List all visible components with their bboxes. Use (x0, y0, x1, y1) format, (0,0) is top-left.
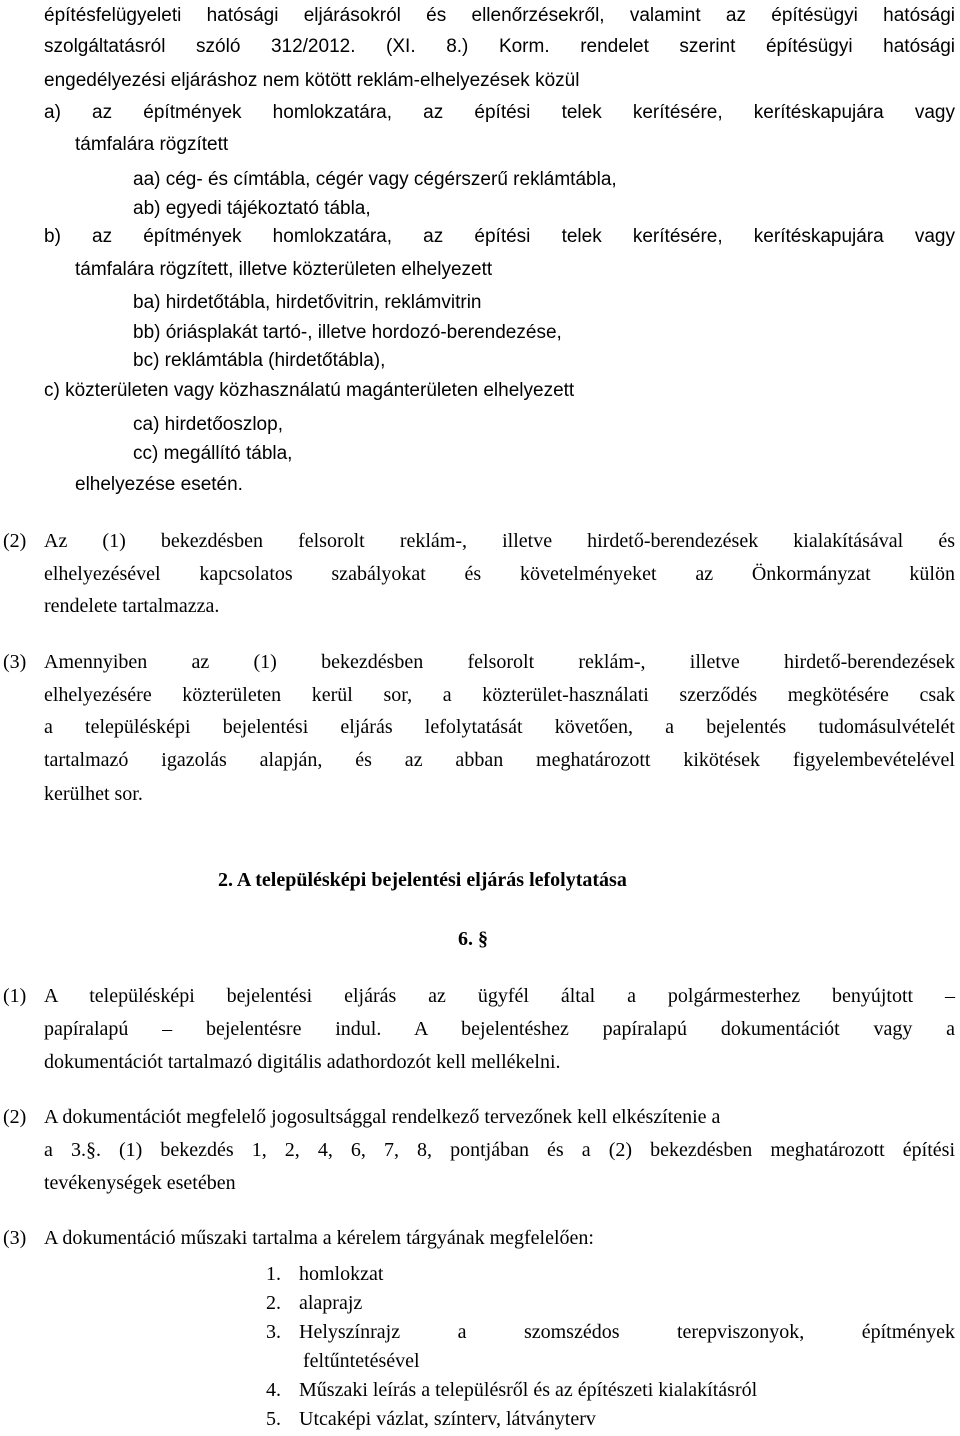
list-item-text: Műszaki leírás a településről és az építészeti kialakításról (299, 1379, 758, 1401)
list-item-text: homlokzat (299, 1263, 384, 1285)
list-number: 4. (266, 1379, 281, 1401)
s1-line-1: A településképi bejelentési eljárás az ügyfél által a polgármesterhez benyújtott – (44, 985, 955, 1007)
list-item-text: Utcaképi vázlat, színterv, látványterv (299, 1408, 596, 1430)
intro-line-2: szolgáltatásról szóló 312/2012. (XI. 8.) Korm. rendelet szerint építésügyi hatósági (44, 36, 955, 57)
item-b-line-1: b) az építmények homlokzatára, az építési telek kerítésére, kerítéskapujára vagy (44, 226, 955, 247)
s3-number: (3) (3, 1227, 27, 1249)
intro-line-3: engedélyezési eljáráshoz nem kötött reklám-elhelyezések közül (44, 70, 580, 91)
para3-line-3: a településképi bejelentési eljárás lefolytatását követően, a bejelentés tudomásulvételét (44, 716, 955, 738)
item-c-line-1: c) közterületen vagy közhasználatú magánterületen elhelyezett (44, 380, 575, 401)
item-ca: ca) hirdetőoszlop, (133, 414, 283, 435)
s3-line-1: A dokumentáció műszaki tartalma a kérelem tárgyának megfelelően: (44, 1227, 594, 1249)
list-item-text: Helyszínrajz a szomszédos terepviszonyok, építmények (299, 1321, 955, 1343)
intro-closing: elhelyezése esetén. (75, 474, 243, 495)
s2-line-3: tevékenységek esetében (44, 1172, 236, 1194)
s1-line-3: dokumentációt tartalmazó digitális adathordozót kell mellékelni. (44, 1051, 561, 1073)
s2-line-1: A dokumentációt megfelelő jogosultsággal rendelkező tervezőnek kell elkészítenie a (44, 1106, 721, 1128)
list-number: 5. (266, 1408, 281, 1430)
intro-line-1: építésfelügyeleti hatósági eljárásokról és ellenőrzésekről, valamint az építésügyi hatósági (44, 5, 955, 26)
para3-line-2: elhelyezésére közterületen kerül sor, a közterület-használati szerződés megkötésére csak (44, 684, 955, 706)
s1-number: (1) (3, 985, 27, 1007)
item-bc: bc) reklámtábla (hirdetőtábla), (133, 350, 386, 371)
item-bb: bb) óriásplakát tartó-, illetve hordozó-berendezése, (133, 322, 562, 343)
item-aa: aa) cég- és címtábla, cégér vagy cégérszerű reklámtábla, (133, 169, 617, 190)
item-ba: ba) hirdetőtábla, hirdetővitrin, reklámvitrin (133, 292, 482, 313)
item-b-line-2: támfalára rögzített, illetve közterületen elhelyezett (75, 259, 493, 280)
para2-line-1: Az (1) bekezdésben felsorolt reklám-, illetve hirdető-berendezések kialakításával és (44, 530, 955, 552)
item-a-line-2: támfalára rögzített (75, 134, 229, 155)
list-number: 3. (266, 1321, 281, 1343)
item-cc: cc) megállító tábla, (133, 443, 293, 464)
paragraph-mark: 6. § (458, 928, 488, 950)
para2-line-2: elhelyezésével kapcsolatos szabályokat és követelményeket az Önkormányzat külön (44, 563, 955, 585)
list-number: 2. (266, 1292, 281, 1314)
list-item-continuation: feltűntetésével (303, 1350, 420, 1372)
s2-number: (2) (3, 1106, 27, 1128)
section-heading: 2. A településképi bejelentési eljárás lefolytatása (218, 869, 627, 891)
para3-line-4: tartalmazó igazolás alapján, és az abban meghatározott kikötések figyelembevételével (44, 749, 955, 771)
para3-line-5: kerülhet sor. (44, 783, 143, 805)
para3-number: (3) (3, 651, 27, 673)
s1-line-2: papíralapú – bejelentésre indul. A bejelentéshez papíralapú dokumentációt vagy a (44, 1018, 955, 1040)
para3-line-1: Amennyiben az (1) bekezdésben felsorolt reklám-, illetve hirdető-berendezések (44, 651, 955, 673)
list-number: 1. (266, 1263, 281, 1285)
item-a-line-1: a) az építmények homlokzatára, az építési telek kerítésére, kerítéskapujára vagy (44, 102, 955, 123)
item-ab: ab) egyedi tájékoztató tábla, (133, 198, 371, 219)
para2-line-3: rendelete tartalmazza. (44, 595, 220, 617)
list-item-text: alaprajz (299, 1292, 363, 1314)
para2-number: (2) (3, 530, 27, 552)
s2-line-2: a 3.§. (1) bekezdés 1, 2, 4, 6, 7, 8, pontjában és a (2) bekezdésben meghatározott építési (44, 1139, 955, 1161)
